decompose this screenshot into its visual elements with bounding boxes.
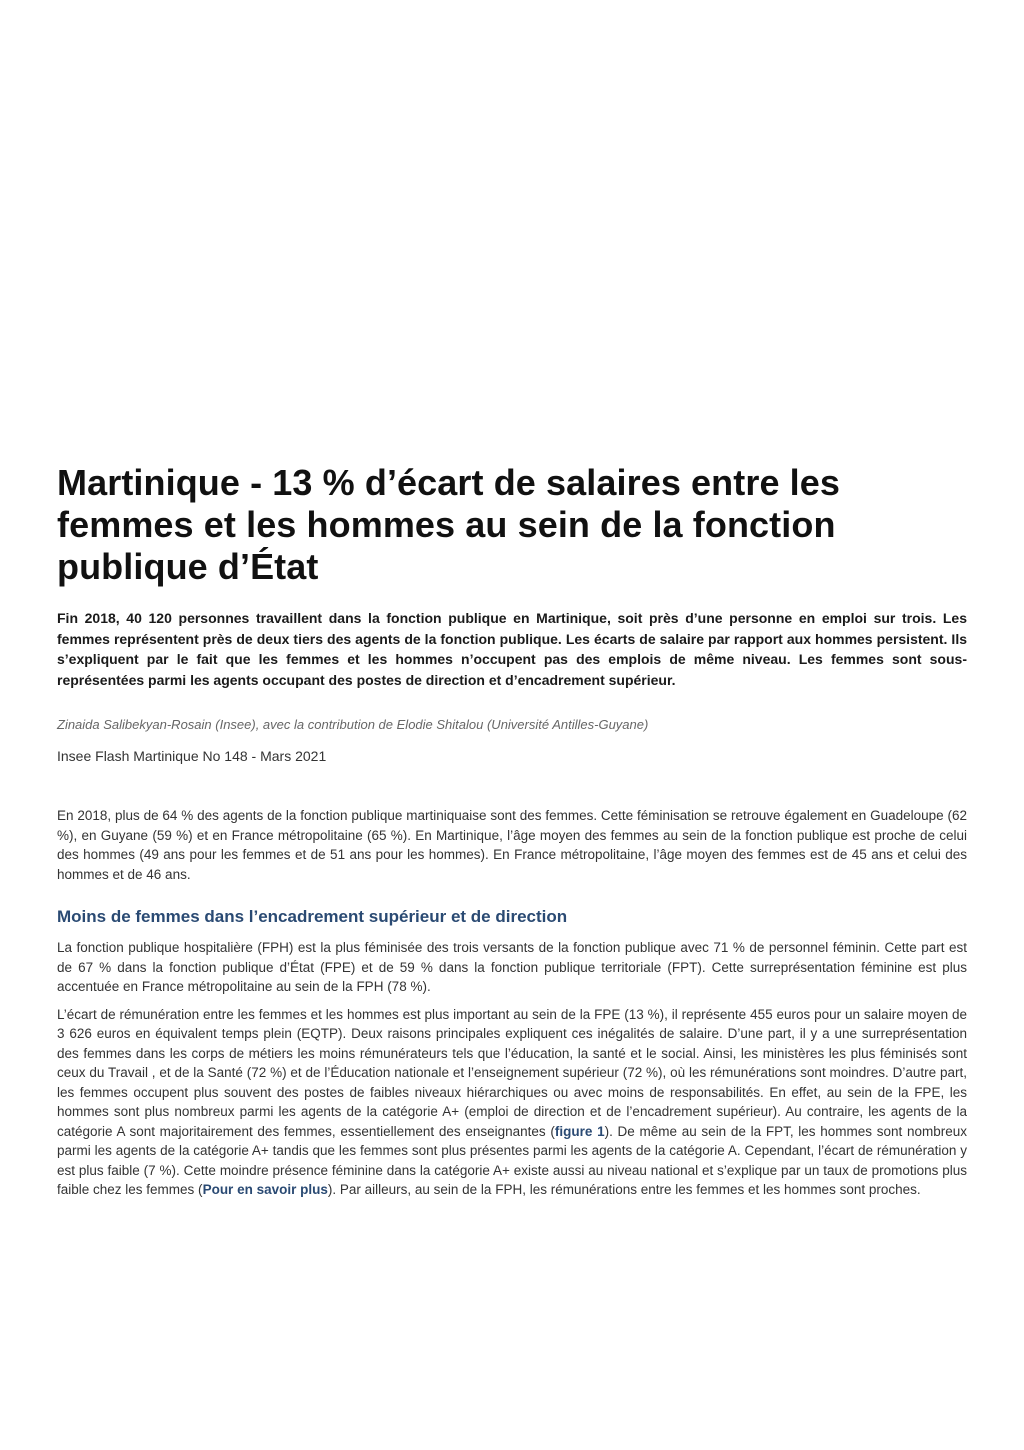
publication-reference: Insee Flash Martinique No 148 - Mars 2021	[57, 748, 327, 764]
authors-line: Zinaida Salibekyan-Rosain (Insee), avec la contribution de Elodie Shitalou (Université Antilles-Guyane)	[57, 717, 649, 732]
page-title: Martinique - 13 % d’écart de salaires entre les femmes et les hommes au sein de la fonction publique d’État	[57, 462, 841, 587]
summary-lead: Fin 2018, 40 120 personnes travaillent dans la fonction publique en Martinique, soit près d’une personne en emploi sur trois. Les femmes représentent près de deux tiers des agents de la fonction publique. Les écarts de salaire par rapport aux hommes persistent. Ils s’expliquent par le fait que les femmes et les hommes n’occupent pas des emplois de même niveau. Les femmes sont sous-représentées parmi les agents occupant des postes de direction et d’encadrement supérieur.	[57, 610, 967, 688]
paragraph-2-part-b: ). De même au sein de la FPT, les hommes sont nombreux parmi les agents de la catégorie A+ tandis que les femmes sont plus présentes parmi les agents de la catégorie A. Cependant, l’écart de rémunération y est plus faible (7 %). Cette moindre présence féminine dans la catégorie A+ existe aussi au niveau national et s’explique par un taux de promotions plus faible chez les femmes (	[57, 1123, 967, 1197]
body-paragraph-1: La fonction publique hospitalière (FPH) est la plus féminisée des trois versants de la fonction publique avec 71 % de personnel féminin. Cette part est de 67 % dans la fonction publique d’État (FPE) et de 59 % dans la fonction publique territoriale (FPT). Cette surreprésentation féminine est plus accentuée en France métropolitaine au sein de la FPH (78 %).	[57, 940, 967, 994]
intro-paragraph: En 2018, plus de 64 % des agents de la fonction publique martiniquaise sont des femmes. Cette féminisation se retrouve également en Guadeloupe (62 %), en Guyane (59 %) et en France métropolitaine (65 %). En Martinique, l’âge moyen des femmes au sein de la fonction publique est proche de celui des hommes (49 ans pour les femmes et de 51 ans pour les hommes). En France métropolitaine, l’âge moyen des femmes est de 45 ans et celui des hommes et de 46 ans.	[57, 808, 967, 882]
figure-1-link[interactable]: figure 1	[554, 1123, 605, 1139]
article	[57, 462, 967, 1200]
learn-more-link[interactable]: Pour en savoir plus	[202, 1182, 328, 1197]
section-heading: Moins de femmes dans l’encadrement supérieur et de direction	[57, 907, 568, 926]
body-paragraph-2	[57, 1005, 967, 1200]
paragraph-2-part-a: L’écart de rémunération entre les femmes et les hommes est plus important au sein de la FPE (13 %), il représente 455 euros pour un salaire moyen de 3 626 euros en équivalent temps plein (EQTP). Deux raisons principales expliquent ces inégalités de salaire. D’une part, il y a une surreprésentation des femmes dans les corps de métiers les moins rémunérateurs tels que l’éducation, la santé et le social. Ainsi, les ministères les plus féminisés sont ceux du Travail , et de la Santé (72 %) et de l’Éducation nationale et l’enseignement supérieur (72 %), où les rémunérations sont moindres. D’autre part, les femmes occupent plus souvent des postes de faibles niveaux hiérarchiques ou avec moins de responsabilités. En effet, au sein de la FPE, les hommes sont plus nombreux parmi les agents de la catégorie A+ (emploi de direction et de l’encadrement supérieur). Au contraire, les agents de la catégorie A sont majoritairement des femmes, essentiellement des enseignantes (	[57, 1006, 967, 1139]
paragraph-2-part-c: ). Par ailleurs, au sein de la FPH, les rémunérations entre les femmes et les hommes sont proches.	[327, 1182, 921, 1197]
